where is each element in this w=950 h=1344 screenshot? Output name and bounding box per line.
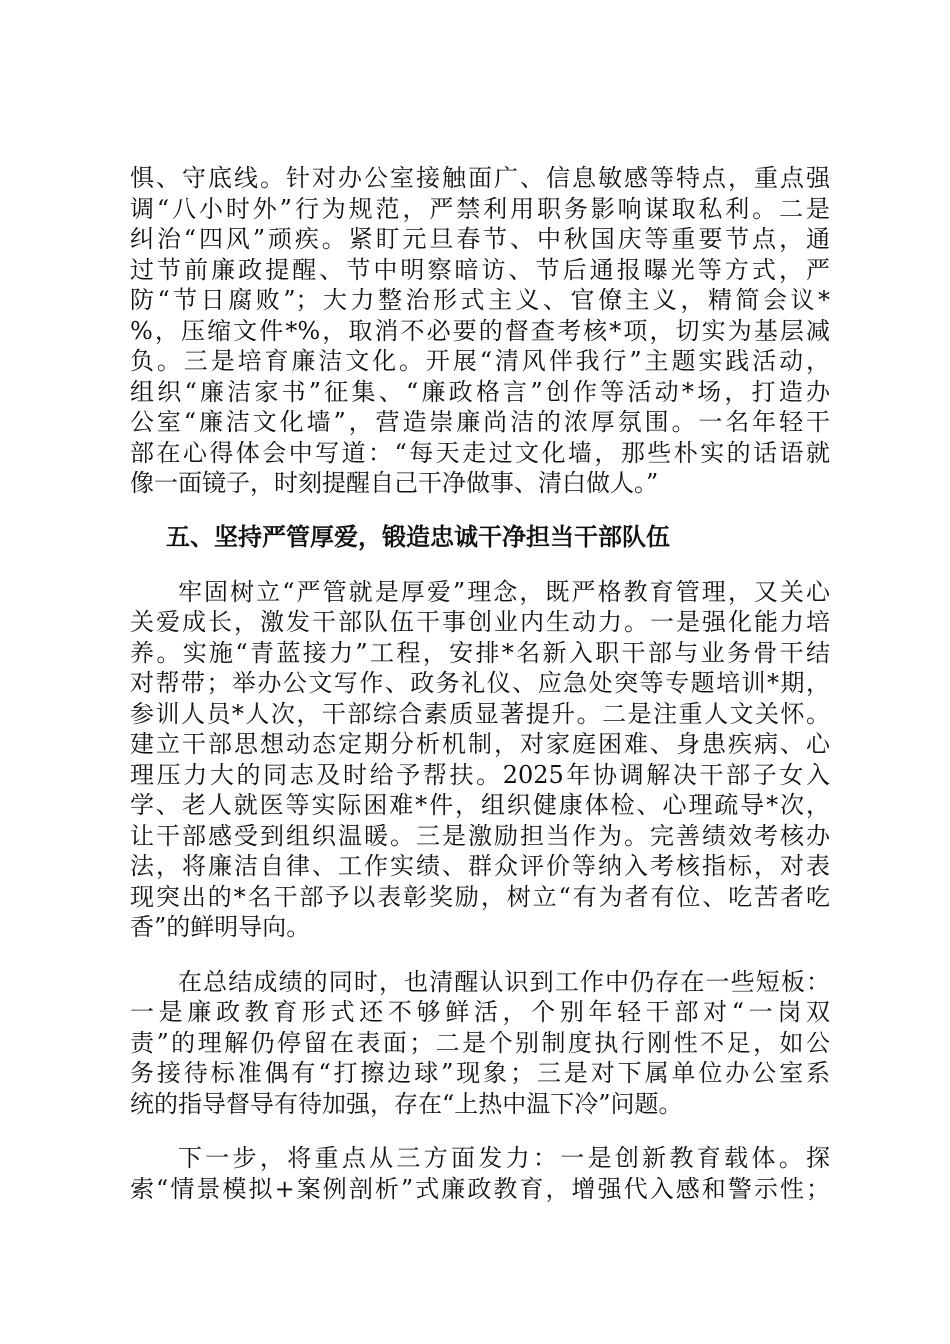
text-line: 参训人员*人次，干部综合素质显著提升。二是注重人文关怀。	[130, 699, 830, 728]
text-line: 务接待标准偶有“打擦边球”现象；三是对下属单位办公室系	[130, 1059, 830, 1087]
text-line: 理压力大的同志及时给予帮扶。2025年协调解决干部子女入	[130, 760, 830, 789]
paragraph-shortcomings	[130, 967, 830, 1120]
paragraph-spacer	[130, 943, 830, 967]
text-line: 养。实施“青蓝接力”工程，安排*名新入职干部与业务骨干结	[130, 638, 830, 667]
text-line: 组织“廉洁家书”征集、“廉政格言”创作等活动*场，打造办	[130, 377, 830, 406]
paragraph-integrity-culture	[130, 163, 830, 499]
text-line: 建立干部思想动态定期分析机制，对家庭困难、身患疾病、心	[130, 730, 830, 758]
text-line: 一是廉政教育形式还不够鲜活，个别年轻干部对“一岗双	[130, 998, 830, 1026]
text-line: 调“八小时外”行为规范，严禁利用职务影响谋取私利。二是	[130, 194, 830, 223]
paragraph-next-steps	[130, 1143, 830, 1204]
text-line: 现突出的*名干部予以表彰奖励，树立“有为者有位、吃苦者吃	[130, 882, 830, 911]
text-line: 学、老人就医等实际困难*件，组织健康体检、心理疏导*次，	[130, 791, 830, 819]
text-line: 对帮带；举办公文写作、政务礼仪、应急处突等专题培训*期，	[130, 669, 830, 697]
text-line: 像一面镜子，时刻提醒自己干净做事、清白做人。”	[130, 469, 659, 497]
text-line: 法，将廉洁自律、工作实绩、群众评价等纳入考核指标，对表	[130, 852, 830, 880]
text-line: %，压缩文件*%，取消不必要的督查考核*项，切实为基层减	[130, 316, 830, 345]
text-line: 惧、守底线。针对办公室接触面广、信息敏感等特点，重点强	[130, 164, 830, 192]
text-line: 索“情景模拟+案例剖析”式廉政教育，增强代入感和警示性；	[130, 1174, 830, 1203]
text-line: 在总结成绩的同时，也清醒认识到工作中仍存在一些短板：	[178, 967, 830, 996]
text-line: 负。三是培育廉洁文化。开展“清风伴我行”主题实践活动，	[130, 347, 830, 375]
text-line: 关爱成长，激发干部队伍干事创业内生动力。一是强化能力培	[130, 608, 830, 636]
text-line: 防“节日腐败”；大力整治形式主义、官僚主义，精简会议*	[130, 286, 830, 314]
section-heading: 五、坚持严管厚爱，锻造忠诚干净担当干部队伍	[166, 522, 670, 551]
text-line: 过节前廉政提醒、节中明察暗访、节后通报曝光等方式，严	[130, 255, 830, 284]
text-line: 让干部感受到组织温暖。三是激励担当作为。完善绩效考核办	[130, 821, 830, 850]
paragraph-spacer	[130, 553, 830, 577]
text-line: 牢固树立“严管就是厚爱”理念，既严格教育管理，又关心	[178, 577, 830, 606]
paragraph-spacer	[130, 499, 830, 521]
text-line: 公室“廉洁文化墙”，营造崇廉尚洁的浓厚氛围。一名年轻干	[130, 408, 830, 436]
text-line: 下一步，将重点从三方面发力：一是创新教育载体。探	[178, 1144, 830, 1172]
text-line: 香”的鲜明导向。	[130, 913, 311, 941]
text-line: 部在心得体会中写道：“每天走过文化墙，那些朴实的话语就	[130, 438, 830, 467]
text-line: 责”的理解仍停留在表面；二是个别制度执行刚性不足，如公	[130, 1028, 830, 1057]
text-line: 纠治“四风”顽疾。紧盯元旦春节、中秋国庆等重要节点，通	[130, 225, 830, 253]
document-body	[130, 163, 830, 1204]
paragraph-cadre-management	[130, 577, 830, 943]
paragraph-spacer	[130, 1119, 830, 1143]
text-line: 统的指导督导有待加强，存在“上热中温下冷”问题。	[130, 1089, 683, 1118]
